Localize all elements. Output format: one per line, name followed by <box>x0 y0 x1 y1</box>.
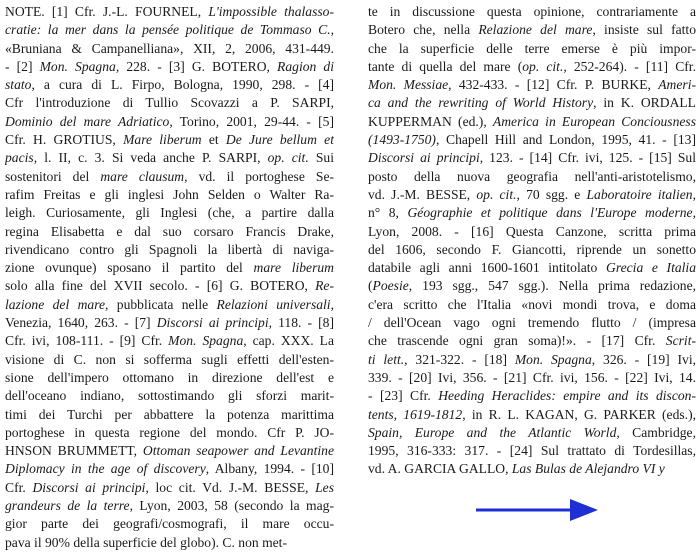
text-run: Lyon, 2008. - [16] Questa Canzone, scritta prima <box>368 223 696 239</box>
text-run: Cfr. H. GROTIUS, <box>5 132 124 148</box>
text-run: HNSON BRUMMETT, <box>5 443 143 459</box>
text-run: «Bruniana & Campanelliana», XII, 2, 2006, 431-449. <box>5 40 334 56</box>
text-run: Les <box>315 479 334 495</box>
text-line <box>5 223 334 241</box>
text-run: Las Bulas de Alejandro VI y <box>511 461 665 477</box>
text-line <box>5 76 334 94</box>
text-run: , <box>330 296 334 312</box>
text-run: regina Elisabetta e dal suo corsaro Francis Drake, <box>5 223 334 239</box>
text-run: , Chapell Hill and London, 1995, 41. - [13] <box>435 132 696 148</box>
text-line <box>5 387 334 405</box>
text-line <box>5 406 334 424</box>
text-run: Spain, Europe and the Atlantic World <box>368 424 617 440</box>
text-run: Ottoman seapower and Levantine <box>142 443 334 459</box>
text-run: Laboratoire italien <box>586 186 693 202</box>
text-line <box>368 460 696 478</box>
text-run: , 326. - [19] Ivi, <box>591 351 696 367</box>
text-run: vd. J.-M. BESSE, <box>368 186 477 202</box>
text-run: Discorsi ai principi <box>32 479 146 495</box>
text-run: Mare liberum <box>123 132 202 148</box>
text-line <box>5 241 334 259</box>
text-run: Grecia e Italia <box>606 260 696 276</box>
text-run: , pubblicata nelle <box>105 296 217 312</box>
text-run: Ameri- <box>658 77 696 93</box>
text-run: , Torino, 2001, 29-44. - [5] <box>169 113 334 129</box>
text-line <box>5 277 334 295</box>
text-run: - [23] Cfr. <box>368 388 439 404</box>
text-run: , in R. L. KAGAN, G. PARKER (eds.), <box>462 406 696 422</box>
text-run: gior parte dei geografi/cosmografi, il mare occu- <box>5 516 334 532</box>
text-run: Mon. Spagna <box>168 333 244 349</box>
text-run: mare liberum <box>253 260 334 276</box>
text-run: , cap. XXX. La <box>243 333 334 349</box>
text-run: sostenitori del <box>5 168 101 184</box>
text-line <box>368 186 696 204</box>
text-line <box>5 94 334 112</box>
text-line <box>368 314 696 332</box>
text-run: grandeurs de la terre <box>5 498 130 514</box>
text-run: vd. A. GARCIA GALLO, <box>368 461 512 477</box>
text-line <box>368 21 696 39</box>
text-line <box>5 497 334 515</box>
text-line <box>368 76 696 94</box>
text-run: 339. - [20] Ivi, 356. - [21] Cfr. ivi, 156. - [22] Ivi, 14. <box>368 369 696 385</box>
text-line <box>5 58 334 76</box>
text-run: , loc cit. Vd. J.-M. BESSE, <box>145 479 316 495</box>
text-run: et <box>201 132 226 148</box>
text-run: Relazione del mare <box>478 22 593 38</box>
text-run: , Cambridge, <box>616 424 696 440</box>
text-run: rafim Freitas e gli inglesi John Selden o Walter Ra- <box>5 186 334 202</box>
text-run: Diplomacy in the age of discovery <box>5 461 206 477</box>
text-run: , a cura di L. Firpo, Bologna, 1990, 298. - [4] <box>31 77 334 93</box>
text-line <box>5 460 334 478</box>
text-line <box>5 40 334 58</box>
text-run: , l. II, c. 3. Si veda anche P. SARPI, <box>33 150 268 166</box>
text-run: Scrit- <box>665 333 696 349</box>
text-run: ca and the rewriting of World History <box>368 95 594 111</box>
text-run: Discorsi ai principi <box>156 315 269 331</box>
text-line <box>368 351 696 369</box>
text-run: c'era scritto che l'Italia «novi mondi trova, e doma <box>368 296 696 312</box>
text-line <box>5 113 334 131</box>
text-line <box>5 131 334 149</box>
text-run: Re- <box>315 278 334 294</box>
text-run: / dell'Ocean vago ogni tremendo flutto / (impresa <box>368 315 696 331</box>
text-run: cratie: la mer dans la pensée politique de Tommaso C., <box>5 22 334 38</box>
text-run: Dominio del mare Adriatico <box>5 113 170 129</box>
footnotes-right-column <box>368 3 696 479</box>
text-run: del 1606, secondo F. Giancotti, riprende un sonetto <box>368 241 696 257</box>
text-run: solo alla fine del XVII secolo. - [6] G. BOTERO, <box>5 278 316 294</box>
text-run: , in K. ORDALL <box>593 95 696 111</box>
text-run: , insiste sul fatto <box>592 22 696 38</box>
text-run: Mon. Messiae <box>368 77 449 93</box>
text-run: Mon. Spagna <box>39 58 116 74</box>
text-run: Mon. Spagna <box>514 351 592 367</box>
text-run: posto della nuova geografia nell'anti-aristotelismo, <box>368 168 696 184</box>
text-line <box>368 442 696 460</box>
text-run: stato <box>5 77 32 93</box>
text-run: De Jure bellum et <box>225 132 334 148</box>
text-line <box>368 296 696 314</box>
text-run: pacis <box>5 150 34 166</box>
text-line <box>368 204 696 222</box>
text-run: sione dell'impero ottomano in direzione dell'est e <box>5 369 334 385</box>
text-run: Cfr. <box>5 479 33 495</box>
text-line <box>368 131 696 149</box>
text-line <box>5 369 334 387</box>
text-run: Discorsi ai principi <box>368 150 480 166</box>
text-run: tante di quella del mare ( <box>368 58 523 74</box>
text-run: dell'oceano indiano, sottostimando gli sforzi marit- <box>5 388 334 404</box>
text-line <box>368 3 696 21</box>
text-line <box>5 479 334 497</box>
right-arrow-icon[interactable] <box>476 497 600 523</box>
text-line <box>368 387 696 405</box>
text-run: op. cit. <box>522 58 564 74</box>
text-line <box>5 442 334 460</box>
text-run: , <box>692 205 696 221</box>
text-line <box>368 241 696 259</box>
text-line <box>5 332 334 350</box>
text-run: 1995, 316-333: 317. - [24] Sul trattato di Tordesillas, <box>368 443 696 459</box>
text-run: Poesie <box>372 278 409 294</box>
text-line <box>5 534 334 552</box>
footnotes-left-column <box>5 3 334 552</box>
text-line <box>5 314 334 332</box>
text-run: , 321-322. - [18] <box>404 351 515 367</box>
text-line <box>368 369 696 387</box>
text-run: visione di C. non si sofferma sugli effetti dell'esten- <box>5 351 334 367</box>
text-run: , vd. il portoghese Se- <box>184 168 334 184</box>
text-run: op. cit. <box>476 186 517 202</box>
text-line <box>368 259 696 277</box>
text-run: Sui <box>308 150 334 166</box>
text-line <box>5 351 334 369</box>
text-run: ti lett. <box>368 351 405 367</box>
text-run: n° 8, <box>368 205 408 221</box>
text-run: KUPPERMAN (ed.), <box>368 113 493 129</box>
text-run: che trascende ogni gran soma)!». - [17] Cfr. <box>368 333 666 349</box>
text-line <box>5 259 334 277</box>
text-line <box>368 149 696 167</box>
text-run: NOTE. [1] Cfr. J.-L. FOURNEL, <box>5 4 209 19</box>
text-run: , 228. - [3] G. BOTERO, <box>115 58 278 74</box>
text-run: pava il 90% della superficie del globo). C. non met- <box>5 534 287 550</box>
text-line <box>368 168 696 186</box>
text-line <box>368 406 696 424</box>
text-run: tents, 1619-1812 <box>368 406 463 422</box>
text-run: , 123. - [14] Cfr. ivi, 125. - [15] Sul <box>479 150 696 166</box>
text-run: Ragion di <box>277 58 334 74</box>
text-run: leigh. Curiosamente, gli Inglesi (che, a partire dalla <box>5 205 334 221</box>
text-run: op. cit. <box>267 150 309 166</box>
text-run: , Lyon, 2003, 58 (secondo la mag- <box>129 498 334 514</box>
text-run: Heeding Heraclides: empire and its discon- <box>438 388 696 404</box>
text-line <box>368 223 696 241</box>
text-run: America in European Conciousness <box>492 113 696 129</box>
text-run: - [2] <box>5 58 40 74</box>
text-run: Venezia, 1640, 263. - [7] <box>5 315 157 331</box>
text-run: Géographie et politique dans l'Europe moderne <box>407 205 693 221</box>
text-run: , 432-433. - [12] Cfr. P. BURKE, <box>448 77 659 93</box>
text-run: , <box>692 186 696 202</box>
text-line <box>5 3 334 21</box>
text-run: , 70 sgg. e <box>516 186 587 202</box>
text-run: zione ovunque) sposano il partito del <box>5 260 254 276</box>
text-run: ( <box>368 278 373 294</box>
text-run: rivendicano contro gli Spagnoli la libertà di naviga- <box>5 241 334 257</box>
text-line <box>368 58 696 76</box>
text-run: L'impossible thalasso- <box>208 4 334 19</box>
text-line <box>5 515 334 533</box>
text-line <box>5 168 334 186</box>
text-line <box>368 424 696 442</box>
text-line <box>368 40 696 58</box>
text-run: , 252-264). - [11] Cfr. <box>563 58 696 74</box>
text-run: Botero che, nella <box>368 22 479 38</box>
text-run: , 193 sgg., 547 sgg.). Nella prima redazione, <box>408 278 696 294</box>
text-line <box>368 332 696 350</box>
text-line <box>368 94 696 112</box>
text-line <box>5 424 334 442</box>
text-line <box>5 296 334 314</box>
text-run: (1493-1750) <box>368 132 436 148</box>
text-run: mare clausum <box>100 168 185 184</box>
text-run: databile agli anni 1600-1601 intitolato <box>368 260 606 276</box>
text-line <box>5 149 334 167</box>
text-run: Cfr. ivi, 108-111. - [9] Cfr. <box>5 333 169 349</box>
text-run: , Albany, 1994. - [10] <box>205 461 334 477</box>
text-line <box>368 113 696 131</box>
text-run: portoghese in questa regione del mondo. Cfr P. JO- <box>5 424 334 440</box>
text-run: Relazioni universali <box>216 296 331 312</box>
text-line <box>5 204 334 222</box>
text-line <box>5 21 334 39</box>
text-run: , 118. - [8] <box>268 315 334 331</box>
text-run: che la superficie delle terre emerse è più impor- <box>368 40 696 56</box>
text-run: lazione del mare <box>5 296 106 312</box>
text-run: timi dei Turchi per abbattere la potenza marittima <box>5 406 334 422</box>
text-line <box>5 186 334 204</box>
text-run: Cfr l'introduzione di Tullio Scovazzi a P. SARPI, <box>5 95 334 111</box>
text-line <box>368 277 696 295</box>
text-run: te in discussione questa opinione, contrariamente a <box>368 4 696 19</box>
